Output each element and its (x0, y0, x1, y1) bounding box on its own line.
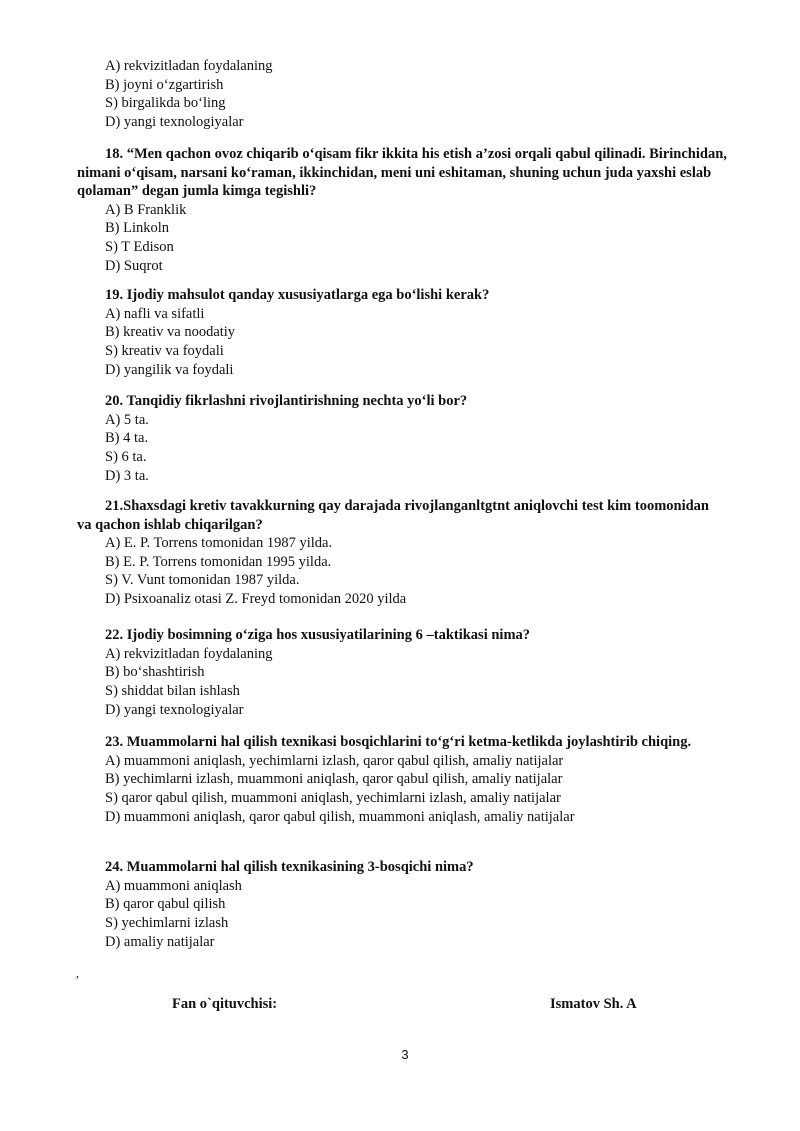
question-text: 23. Muammolarni hal qilish texnikasi bosqichlarini to‘g‘ri ketma-ketlikda joylashtirib chiqing. (105, 734, 692, 750)
option: S) T Edison (105, 238, 174, 255)
option: D) Psixoanaliz otasi Z. Freyd tomonidan 2020 yilda (105, 591, 407, 608)
option: D) yangilik va foydali (105, 361, 234, 378)
option: S) yechimlarni izlash (105, 914, 229, 931)
question-23 (77, 733, 727, 826)
teacher-name: Ismatov Sh. A (550, 996, 637, 1012)
option: D) muammoni aniqlash, qaror qabul qilish, muammoni aniqlash, amaliy natijalar (105, 808, 575, 825)
option: B) yechimlarni izlash, muammoni aniqlash, qaror qabul qilish, amaliy natijalar (105, 771, 563, 788)
question-18 (77, 145, 727, 275)
option: A) rekvizitladan foydalaning (105, 645, 273, 662)
option: D) yangi texnologiyalar (105, 114, 244, 131)
option: A) muammoni aniqlash, yechimlarni izlash, qaror qabul qilish, amaliy natijalar (105, 752, 564, 769)
option: A) B Franklik (105, 201, 187, 218)
option: S) shiddat bilan ishlash (105, 682, 240, 699)
teacher-label: Fan o`qituvchisi: (172, 996, 278, 1012)
option: B) kreativ va noodatiy (105, 324, 236, 341)
page-number: 3 (401, 1047, 409, 1062)
option: D) amaliy natijalar (105, 933, 215, 950)
option: D) Suqrot (105, 257, 163, 274)
option: A) muammoni aniqlash (105, 877, 242, 894)
option: B) Linkoln (105, 220, 170, 237)
question-text: 20. Tanqidiy fikrlashni rivojlantirishning nechta yo‘li bor? (105, 393, 468, 409)
question-22 (77, 626, 727, 719)
option: B) 4 ta. (105, 430, 149, 447)
option: S) V. Vunt tomonidan 1987 yilda. (105, 572, 300, 589)
question-21 (77, 497, 727, 609)
option: A) rekvizitladan foydalaning (105, 58, 273, 74)
option: D) yangi texnologiyalar (105, 701, 244, 718)
question-text: 19. Ijodiy mahsulot qanday xususiyatlarga ega bo‘lishi kerak? (105, 287, 490, 303)
option: S) 6 ta. (105, 448, 147, 465)
option: S) qaror qabul qilish, muammoni aniqlash, yechimlarni izlash, amaliy natijalar (105, 789, 561, 806)
question-24 (77, 858, 727, 951)
option: S) kreativ va foydali (105, 342, 224, 359)
option: D) 3 ta. (105, 467, 149, 484)
stray-mark: , (76, 966, 79, 980)
option: B) bo‘shashtirish (105, 664, 205, 681)
previous-question-options (105, 57, 273, 132)
option: B) E. P. Torrens tomonidan 1995 yilda. (105, 553, 332, 570)
question-text: 24. Muammolarni hal qilish texnikasining 3-bosqichi nima? (105, 859, 474, 875)
question-20 (77, 392, 727, 485)
option: B) joyni o‘zgartirish (105, 76, 224, 93)
option: S) birgalikda bo‘ling (105, 95, 226, 112)
option: B) qaror qabul qilish (105, 896, 226, 913)
option: A) 5 ta. (105, 411, 149, 428)
question-text: 21.Shaxsdagi kretiv tavakkurning qay darajada rivojlanganltgtnt aniqlovchi test kim toomonidan va qachon ishlab chiqarilgan? (77, 498, 709, 533)
question-text: 18. “Men qachon ovoz chiqarib o‘qisam fikr ikkita his etish a’zosi orqali qabul qilinadi. Birinchidan, nimani o‘qisam, narsani ko‘raman, ikkinchidan, meni uni eshitaman, shuning uchun juda yaxshi eslab qolaman” degan jumla kimga tegishli? (77, 146, 727, 199)
option: A) nafli va sifatli (105, 305, 205, 322)
option: A) E. P. Torrens tomonidan 1987 yilda. (105, 535, 333, 551)
question-19 (77, 286, 727, 379)
question-text: 22. Ijodiy bosimning o‘ziga hos xususiyatilarining 6 –taktikasi nima? (105, 627, 531, 643)
